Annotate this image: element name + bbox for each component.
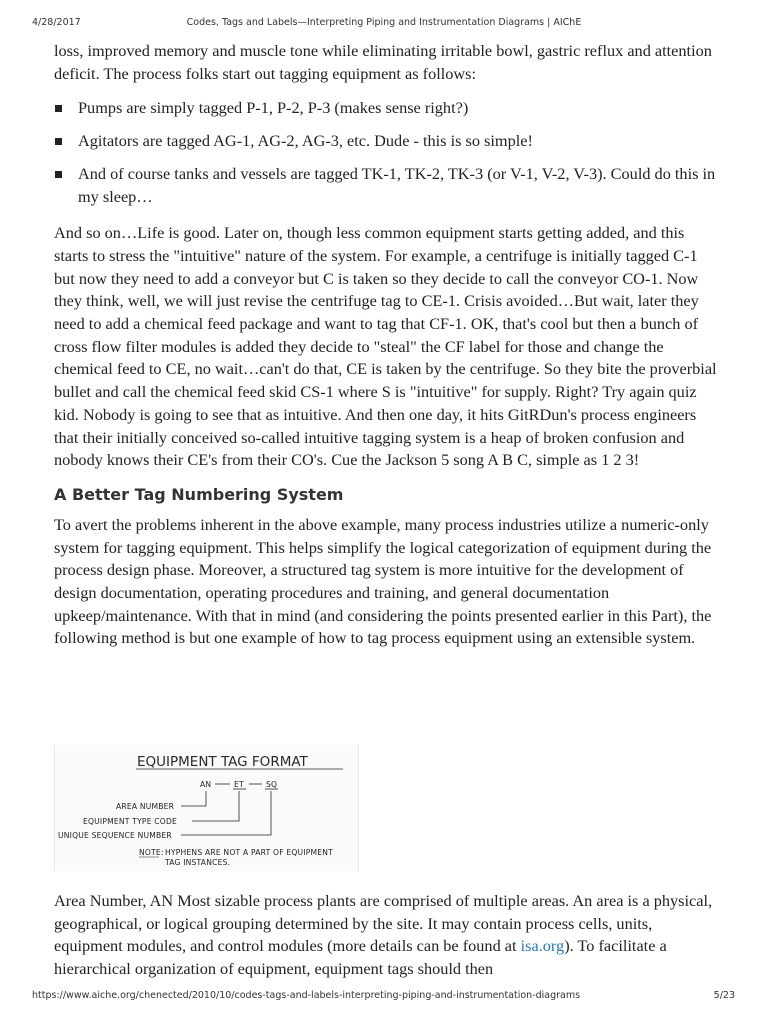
note-line-2: TAG INSTANCES. xyxy=(165,858,231,867)
area-number-text-continued: ). To facilitate a hierarchical organization of equipment, equipment tags should then xyxy=(54,936,667,979)
label-area-number: AREA NUMBER xyxy=(116,802,175,811)
note-label: NOTE: xyxy=(139,848,164,857)
print-page-title: Codes, Tags and Labels—Interpreting Piping and Instrumentation Diagrams | AIChE xyxy=(186,17,582,28)
equipment-tag-format-figure xyxy=(54,745,359,871)
square-bullet-icon xyxy=(55,138,62,145)
code-an: AN xyxy=(200,780,212,789)
print-url: https://www.aiche.org/chenected/2010/10/codes-tags-and-labels-interpreting-piping-and-instrumentation-diagrams xyxy=(32,990,581,1001)
article-body xyxy=(54,40,718,650)
area-number-text: Area Number, AN Most sizable process plants are comprised of multiple areas. An area is a physical, geographical, or logical grouping determined by the site. It may contain process cells, units, equipment modules, and control modules (more details can be found at xyxy=(54,891,713,956)
square-bullet-icon xyxy=(55,171,62,178)
code-sq: SQ xyxy=(266,780,278,789)
note-line-1: HYPHENS ARE NOT A PART OF EQUIPMENT xyxy=(165,848,333,857)
tag-format-diagram xyxy=(55,745,358,871)
intro-paragraph: loss, improved memory and muscle tone while eliminating irritable bowl, gastric reflux and attention deficit. The process folks start out tagging equipment as follows: xyxy=(54,41,712,83)
page-number: 5/23 xyxy=(713,990,735,1001)
label-equipment-type-code: EQUIPMENT TYPE CODE xyxy=(83,817,178,826)
list-item xyxy=(54,130,718,153)
section-heading: A Better Tag Numbering System xyxy=(54,484,344,504)
leader-line-sequence xyxy=(181,791,271,835)
list-item xyxy=(54,163,718,208)
print-footer xyxy=(0,990,768,1004)
isa-org-link[interactable]: isa.org xyxy=(520,936,565,956)
list-item-text: And of course tanks and vessels are tagged TK-1, TK-2, TK-3 (or V-1, V-2, V-3). Could do this in my sleep… xyxy=(78,163,716,206)
numbering-system-paragraph: To avert the problems inherent in the above example, many process industries utilize a numeric-only system for tagging equipment. This helps simplify the logical categorization of equipment during the process design phase. Moreover, a structured tag system is more intuitive for the development of design documentation, operating procedures and training, and general documentation upkeep/maintenance. With that in mind (and considering the points presented earlier in this Part), the following method is but one example of how to tag process equipment using an extensible system. xyxy=(54,514,712,648)
list-item xyxy=(54,97,718,120)
square-bullet-icon xyxy=(55,105,62,112)
intuitive-naming-paragraph: And so on…Life is good. Later on, though less common equipment starts getting added, and this starts to stress the "intuitive" nature of the system. For example, a centrifuge is initially tagged C-1 but now they need to add a conveyor but C is taken so they decide to call the conveyor CO-1. Now they think, well, we will just revise the centrifuge tag to CE-1. Crisis avoided…But wait, later they need to add a chemical feed package and want to tag that CF-1. OK, that's cool but then a bunch of cross flow filter modules is added they decide to "steal" the CF label for those and change the chemical feed to CE, no wait…can't do that, CE is taken by the centrifuge. So they bite the proverbial bullet and call the chemical feed skid CS-1 where S is "intuitive" for supply. Right? Try again quiz kid. Nobody is going to see that as intuitive. And then one day, it hits GitRDun's process engineers that their initially conceived so-called intuitive tagging system is a heap of broken confusion and nobody knows their CE's from their CO's. Cue the Jackson 5 song A B C, simple as 1 2 3! xyxy=(54,223,717,470)
article-body-continued xyxy=(54,890,718,981)
print-header xyxy=(0,17,768,31)
leader-line-area xyxy=(181,791,206,806)
figure-title: EQUIPMENT TAG FORMAT xyxy=(137,754,308,770)
list-item-text: Agitators are tagged AG-1, AG-2, AG-3, etc. Dude - this is so simple! xyxy=(78,131,533,151)
print-date: 4/28/2017 xyxy=(32,17,81,28)
code-et: ET xyxy=(234,780,244,789)
label-unique-sequence-number: UNIQUE SEQUENCE NUMBER xyxy=(58,831,172,840)
area-number-paragraph xyxy=(54,890,718,981)
tag-examples-list xyxy=(54,97,718,208)
list-item-text: Pumps are simply tagged P-1, P-2, P-3 (makes sense right?) xyxy=(78,98,469,118)
